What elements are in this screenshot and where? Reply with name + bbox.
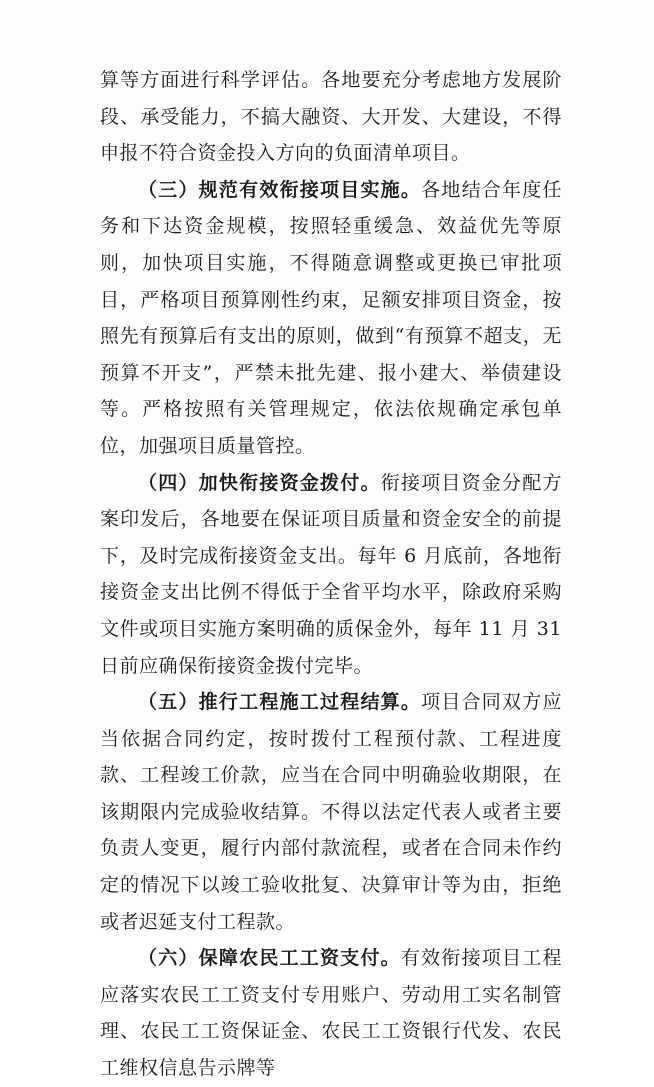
section-heading: （六）保障农民工工资支付。 [138,947,401,970]
document-body [100,62,562,1087]
paragraph-section-6 [100,940,562,1086]
paragraph-section-3 [100,172,562,465]
section-heading: （四）加快衔接资金拨付。 [138,471,381,494]
paragraph-body: 有效衔接项目工程应落实农民工工资支付专用账户、劳动用工实名制管理、农民工工资保证金、农民工工资银行代发、农民工维权信息告示牌等 [100,947,562,1080]
paragraph-body: 项目合同双方应当依据合同约定，按时拨付工程预付款、工程进度款、工程竣工价款，应当在合同中明确验收期限，在该期限内完成验收结算。不得以法定代表人或者主要负责人变更，履行内部付款流程，或者在合同未作约定的情况下以竣工验收批复、决算审计等为由，拒绝或者迟延支付工程款。 [100,691,562,933]
paragraph-section-4 [100,465,562,685]
paragraph-section-5 [100,684,562,940]
paragraph-continuation [100,62,562,172]
section-heading: （五）推行工程施工过程结算。 [138,691,422,714]
section-heading: （三）规范有效衔接项目实施。 [138,178,422,201]
paragraph-body: 衔接项目资金分配方案印发后，各地要在保证项目质量和资金安全的前提下，及时完成衔接资金支出。每年 6 月底前，各地衔接资金支出比例不得低于全省平均水平，除政府采购文件或项目实施方案明确的质保金外，每年 11 月 31 日前应确保衔接资金拨付完毕。 [100,471,562,677]
paragraph-body: 算等方面进行科学评估。各地要充分考虑地方发展阶段、承受能力，不搞大融资、大开发、大建设，不得申报不符合资金投入方向的负面清单项目。 [100,69,562,165]
paragraph-body: 各地结合年度任务和下达资金规模，按照轻重缓急、效益优先等原则，加快项目实施，不得随意调整或更换已审批项目，严格项目预算刚性约束，足额安排项目资金，按照先有预算后有支出的原则，做到“有预算不超支，无预算不开支”，严禁未批先建、报小建大、举债建设等。严格按照有关管理规定，依法依规确定承包单位，加强项目质量管控。 [100,178,562,457]
